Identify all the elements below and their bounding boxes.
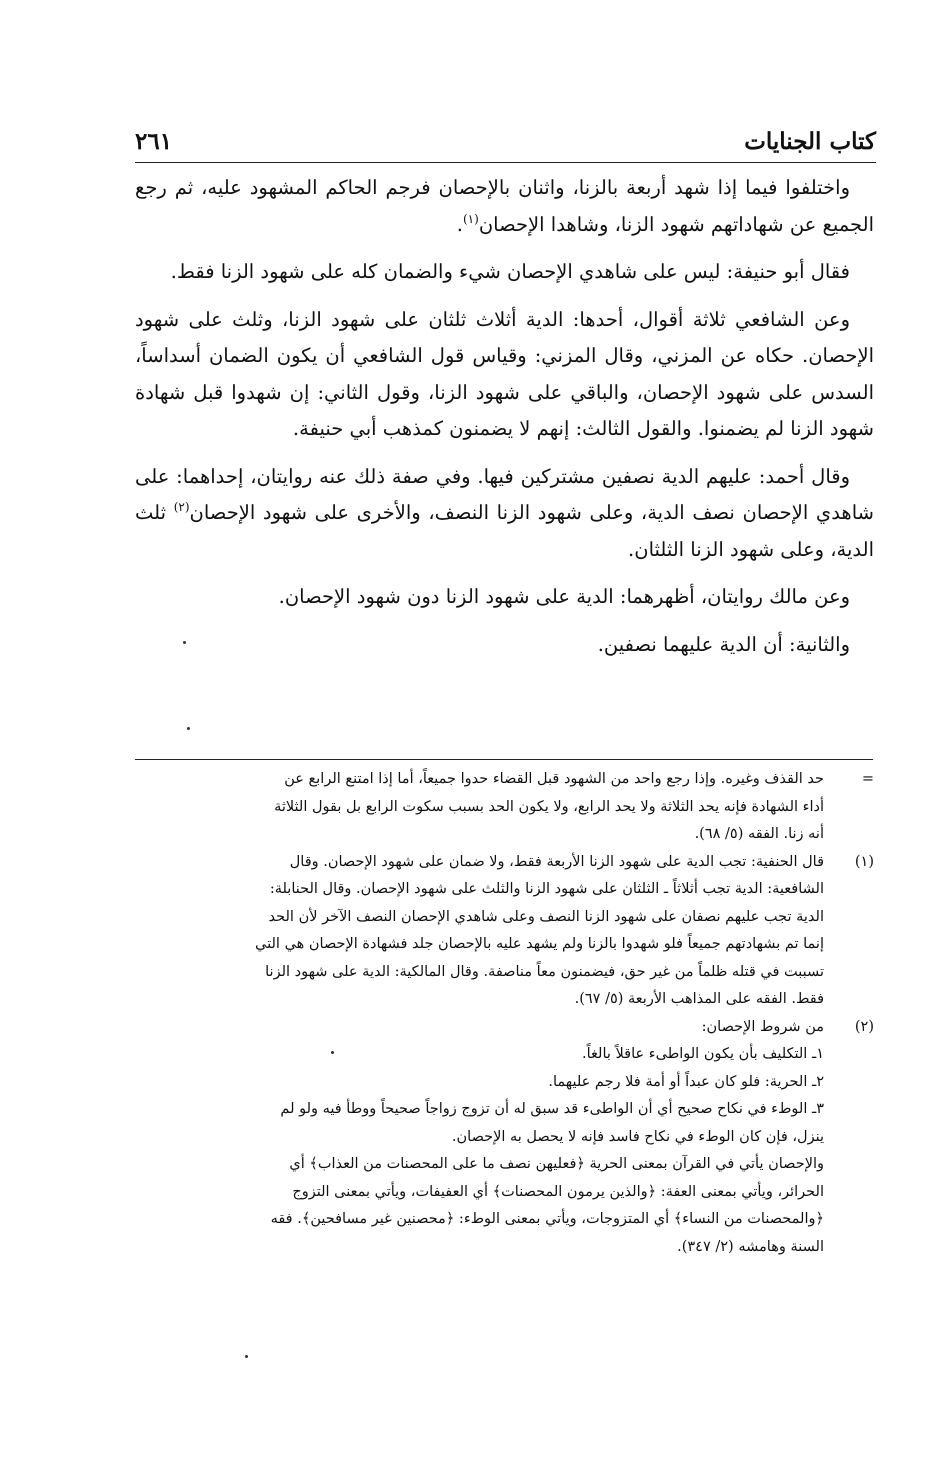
paragraph: وعن الشافعي ثلاثة أقوال، أحدها: الدية أثلاث ثلثان على شهود الزنا، وثلث على شهود الإحصان. حكاه عن المزني، وقال المزني: وقياس قول الشافعي أن يكون الضمان أسداساً، السدس على شهود الإحصان، والباقي على شهود الزنا، وقول الثاني: إن شهدوا قبل شهادة شهود الزنا لم يضمنوا. والقول الثالث: إنهم لا يضمنون كمذهب أبي حنيفة. bbox=[135, 307, 874, 440]
chapter-title: كتاب الجنايات bbox=[744, 128, 876, 155]
footnote-line: ﴿والمحصنات من النساء﴾ أي المتزوجات، ويأتي بمعنى الوطء: ﴿محصنين غير مسافحين﴾. فقه bbox=[270, 1211, 824, 1227]
paragraph: وقال أحمد: عليهم الدية نصفين مشتركين فيها. وفي صفة ذلك عنه روايتان، إحداهما: على شاهدي الإحصان نصف الدية، وعلى شهود الزنا النصف، والأخرى على شهود الإحصان$^{(٢)}$ ثلث الدية، وعلى شهود الزنا الثلثان. bbox=[135, 464, 874, 561]
footnote-line: قال الحنفية: تجب الدية على شهود الزنا الأربعة فقط، ولا ضمان على شهود الإحصان. وقال bbox=[289, 853, 824, 870]
footnote-line: حد القذف وغيره. وإذا رجع واحد من الشهود قبل القضاء حدوا جميعاً، أما إذا امتنع الرابع عن bbox=[284, 771, 824, 787]
footnote-line: والإحصان يأتي في القرآن بمعنى الحرية ﴿فعليهن نصف ما على المحصنات من العذاب﴾ أي bbox=[289, 1156, 824, 1172]
print-speck bbox=[331, 1051, 334, 1054]
footnote-ref[interactable]: (٢) bbox=[173, 500, 190, 514]
footnote-1 bbox=[128, 849, 874, 1014]
print-speck bbox=[183, 641, 186, 644]
paragraph: وعن مالك روايتان، أظهرهما: الدية على شهود الزنا دون شهود الإحصان. bbox=[278, 585, 850, 608]
footnote-line: ١ـ التكليف بأن يكون الواطىء عاقلاً بالغاً. bbox=[582, 1046, 824, 1062]
footnote-line: الشافعية: الدية تجب أثلاثاً ـ الثلثان على شهود الزنا والثلث على شهود الإحصان. وقال الحنابلة: bbox=[269, 881, 824, 897]
paragraph: واختلفوا فيما إذا شهد أربعة بالزنا، واثنان بالإحصان فرجم الحاكم المشهود عليه، ثم رجع الجميع عن شهاداتهم شهود الزنا، وشاهدا الإحصان$^{(١)}$. bbox=[135, 176, 874, 236]
footnote-marker: = bbox=[861, 771, 874, 787]
footnote-continued bbox=[128, 766, 874, 849]
footnote-marker: (٢) bbox=[854, 1018, 874, 1035]
footnote-line: أنه زنا. الفقه (٥/ ٦٨). bbox=[694, 826, 824, 842]
footnote-line: ينزل، فإن كان الوطء في نكاح فاسد فإنه لا يحصل به الإحصان. bbox=[451, 1128, 824, 1145]
footnote-line: السنة وهامشه (٢/ ٣٤٧). bbox=[677, 1238, 824, 1255]
main-text bbox=[135, 170, 874, 674]
footnote-line: أداء الشهادة فإنه يحد الثلاثة ولا يحد الرابع، ولا يكون الحد بسبب سكوت الرابع بل بقول الثلاثة bbox=[274, 798, 824, 815]
print-speck bbox=[245, 1355, 248, 1358]
page-header bbox=[135, 122, 876, 163]
footnote-line: الحرائر، ويأتي بمعنى العفة: ﴿والذين يرمون المحصنات﴾ أي العفيفات، ويأتي بمعنى التزوج bbox=[292, 1183, 824, 1200]
footnote-2 bbox=[128, 1014, 874, 1262]
footnote-line: ٣ـ الوطء في نكاح صحيح أي أن الواطىء قد سبق له أن تزوج زواجاً صحيحاً ووطأ فيه ولو لم bbox=[280, 1101, 824, 1117]
footnote-line: من شروط الإحصان: bbox=[701, 1018, 824, 1035]
footnote-marker: (١) bbox=[854, 853, 874, 870]
footnote-ref[interactable]: (١) bbox=[462, 211, 479, 226]
print-speck bbox=[187, 727, 190, 730]
paragraph: فقال أبو حنيفة: ليس على شاهدي الإحصان شيء والضمان كله على شهود الزنا فقط. bbox=[170, 260, 850, 283]
paragraph: والثانية: أن الدية عليهما نصفين. bbox=[597, 632, 850, 656]
footnote-line: تسببت في قتله ظلماً من غير حق، فيضمنون معاً مناصفة. وقال المالكية: الدية على شهود الزنا bbox=[265, 963, 824, 980]
page-number: ٢٦١ bbox=[135, 128, 173, 155]
footnote-line: ٢ـ الحرية: فلو كان عبداً أو أمة فلا رجم عليهما. bbox=[548, 1073, 824, 1090]
footnote-line: الدية تجب عليهم نصفان على شهود الزنا النصف وعلى شاهدي الإحصان النصف الآخر لأن الحد bbox=[268, 908, 824, 925]
footnote-line: إنما تم بشهادتهم جميعاً فلو شهدوا بالزنا ولم يشهد عليه بالإحصان جلد فشهادة الإحصان هي التي bbox=[255, 936, 824, 952]
footnote-line: فقط. الفقه على المذاهب الأربعة (٥/ ٦٧). bbox=[574, 991, 824, 1007]
footnotes bbox=[128, 766, 874, 1261]
footnote-separator bbox=[135, 759, 873, 760]
